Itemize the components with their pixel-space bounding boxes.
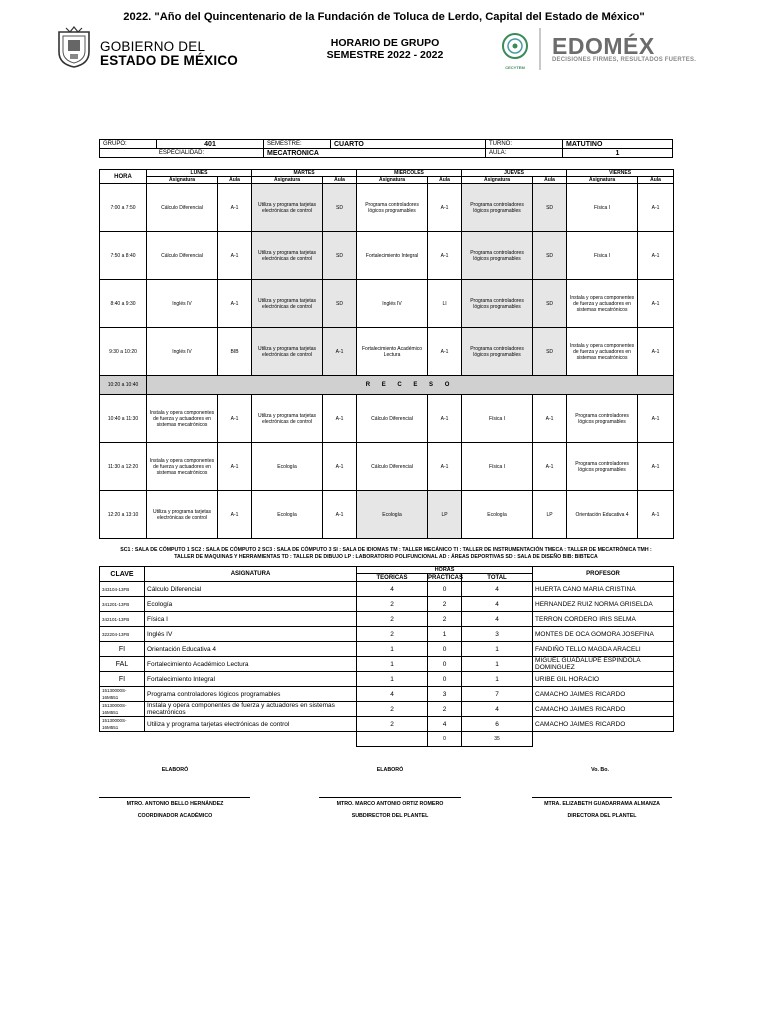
class-room: A-1 bbox=[638, 232, 674, 280]
day-header: VIERNES bbox=[567, 170, 674, 177]
signature-title: DIRECTORA DEL PLANTEL bbox=[567, 813, 637, 819]
subject-total: 7 bbox=[462, 687, 533, 702]
semestre-value: CUARTO bbox=[331, 140, 486, 149]
signature-line bbox=[99, 797, 250, 798]
class-room: A-1 bbox=[638, 395, 674, 443]
class-subject: Ecología bbox=[252, 491, 323, 539]
asignatura-subheader: Asignatura bbox=[252, 177, 323, 184]
class-subject: Programa controladores lógicos programables bbox=[462, 328, 533, 376]
subject-row bbox=[100, 582, 674, 597]
subject-name: Fortalecimiento Académico Lectura bbox=[145, 657, 357, 672]
asignatura-subheader: Asignatura bbox=[147, 177, 218, 184]
subject-total: 6 bbox=[462, 717, 533, 732]
subject-total: 4 bbox=[462, 612, 533, 627]
class-room: A-1 bbox=[428, 328, 462, 376]
subject-clave: 15130000S-16M551 bbox=[100, 687, 145, 702]
class-room: A-1 bbox=[323, 443, 357, 491]
gobierno-logo bbox=[56, 26, 246, 70]
aula-subheader: Aula bbox=[428, 177, 462, 184]
coat-of-arms-icon bbox=[56, 26, 92, 68]
class-subject: Ecología bbox=[252, 443, 323, 491]
class-room: A-1 bbox=[218, 491, 252, 539]
signature-name: MTRA. ELIZABETH GUADARRAMA ALMANZA bbox=[544, 801, 660, 807]
cecytem-text: CECYTEM bbox=[505, 65, 525, 70]
subject-row bbox=[100, 612, 674, 627]
subject-profesor: URIBE GIL HORACIO bbox=[533, 672, 674, 687]
banner-text: 2022. "Año del Quincentenario de la Fundación de Toluca de Lerdo, Capital del Estado de México" bbox=[123, 11, 645, 23]
cecytem-icon bbox=[500, 32, 530, 60]
class-room: SD bbox=[533, 328, 567, 376]
class-room: A-1 bbox=[638, 184, 674, 232]
class-room: A-1 bbox=[323, 328, 357, 376]
class-room: A-1 bbox=[533, 443, 567, 491]
class-subject: Fortalecimiento Integral bbox=[357, 232, 428, 280]
group-info-table bbox=[99, 139, 673, 158]
class-room: A-1 bbox=[218, 184, 252, 232]
subject-profesor: FANDIÑO TELLO MAGDA ARACELI bbox=[533, 642, 674, 657]
room-legend bbox=[99, 547, 673, 561]
subject-profesor: MONTES DE OCA GOMORA JOSEFINA bbox=[533, 627, 674, 642]
subject-row bbox=[100, 657, 674, 672]
signature-name: MTRO. ANTONIO BELLO HERNÁNDEZ bbox=[126, 801, 224, 807]
sum-practicas: 0 bbox=[428, 732, 462, 747]
class-room: BIB bbox=[218, 328, 252, 376]
especialidad-value: MECATRÓNICA bbox=[264, 149, 486, 158]
signature-title: COORDINADOR ACADÉMICO bbox=[137, 813, 213, 819]
subject-practicas: 2 bbox=[428, 612, 462, 627]
especialidad-label: ESPECIALIDAD: bbox=[100, 149, 264, 158]
subject-teoricas: 2 bbox=[357, 597, 428, 612]
class-subject: Ecología bbox=[357, 491, 428, 539]
subject-practicas: 4 bbox=[428, 717, 462, 732]
class-subject: Orientación Educativa 4 bbox=[567, 491, 638, 539]
class-subject: Programa controladores lógicos programables bbox=[567, 395, 638, 443]
subject-profesor: CAMACHO JAIMES RICARDO bbox=[533, 702, 674, 717]
receso-time: 10:20 a 10:40 bbox=[100, 376, 147, 395]
class-room: A-1 bbox=[533, 395, 567, 443]
gobierno-line1: GOBIERNO DEL bbox=[100, 39, 206, 54]
subject-clave: FI bbox=[100, 642, 145, 657]
subject-row bbox=[100, 702, 674, 717]
legend-line1: SC1 : SALA DE CÓMPUTO 1 SC2 : SALA DE CÓMPUTO 2 SC3 : SALA DE CÓMPUTO 3 SI : SALA DE IDIOMAS TM : TALLER MECÁNICO TI : TALLER DE INSTRUMENTACIÓN TMECA : TALLER DE MECATRÓNICA TMH : bbox=[120, 547, 652, 553]
class-subject: Física I bbox=[462, 443, 533, 491]
receso-label: R E C E S O bbox=[147, 376, 674, 395]
time-slot: 7:00 a 7:50 bbox=[100, 184, 147, 232]
class-room: SD bbox=[533, 184, 567, 232]
subject-clave: 341201-13FB bbox=[100, 597, 145, 612]
signature-line bbox=[532, 797, 672, 798]
class-subject: Programa controladores lógicos programables bbox=[462, 184, 533, 232]
subjects-table bbox=[99, 566, 674, 747]
class-room: A-1 bbox=[428, 184, 462, 232]
class-room: A-1 bbox=[218, 232, 252, 280]
class-subject: Utiliza y programa tarjetas electrónicas de control bbox=[252, 395, 323, 443]
subject-profesor: CAMACHO JAIMES RICARDO bbox=[533, 687, 674, 702]
class-subject: Cálculo Diferencial bbox=[357, 395, 428, 443]
subject-name: Inglés IV bbox=[145, 627, 357, 642]
time-slot: 7:50 a 8:40 bbox=[100, 232, 147, 280]
schedule-row bbox=[100, 395, 674, 443]
subject-teoricas: 1 bbox=[357, 642, 428, 657]
subject-profesor: HUERTA CANO MARIA CRISTINA bbox=[533, 582, 674, 597]
class-subject: Inglés IV bbox=[147, 280, 218, 328]
class-room: SD bbox=[323, 232, 357, 280]
subject-practicas: 3 bbox=[428, 687, 462, 702]
class-subject: Física I bbox=[462, 395, 533, 443]
class-subject: Programa controladores lógicos programables bbox=[462, 280, 533, 328]
schedule-row bbox=[100, 232, 674, 280]
schedule-row bbox=[100, 491, 674, 539]
class-room: A-1 bbox=[218, 443, 252, 491]
day-header: LUNES bbox=[147, 170, 252, 177]
class-subject: Programa controladores lógicos programables bbox=[357, 184, 428, 232]
day-header: JUEVES bbox=[462, 170, 567, 177]
class-subject: Inglés IV bbox=[357, 280, 428, 328]
subject-row bbox=[100, 687, 674, 702]
edomex-tagline: DECISIONES FIRMES, RESULTADOS FUERTES. bbox=[552, 57, 697, 63]
class-subject: Utiliza y programa tarjetas electrónicas de control bbox=[252, 232, 323, 280]
subject-name: Ecología bbox=[145, 597, 357, 612]
semestre-label: SEMESTRE: bbox=[264, 140, 331, 149]
subject-practicas: 1 bbox=[428, 627, 462, 642]
title-line1: HORARIO DE GRUPO bbox=[330, 37, 440, 49]
signature-role: Vo. Bo. bbox=[591, 767, 609, 773]
class-room: A-1 bbox=[638, 328, 674, 376]
class-room: A-1 bbox=[218, 280, 252, 328]
gobierno-line2: ESTADO DE MÉXICO bbox=[100, 53, 238, 68]
class-subject: Ecología bbox=[462, 491, 533, 539]
subject-profesor: HERNANDEZ RUIZ NORMA GRISELDA bbox=[533, 597, 674, 612]
class-room: LP bbox=[428, 491, 462, 539]
subject-profesor: TERRON CORDERO IRIS SELMA bbox=[533, 612, 674, 627]
asignatura-subheader: Asignatura bbox=[567, 177, 638, 184]
asignatura-header: ASIGNATURA bbox=[145, 567, 357, 582]
class-room: SD bbox=[323, 184, 357, 232]
time-slot: 10:40 a 11:30 bbox=[100, 395, 147, 443]
receso-row bbox=[100, 376, 674, 395]
aula-subheader: Aula bbox=[218, 177, 252, 184]
clave-header: CLAVE bbox=[100, 567, 145, 582]
schedule-row bbox=[100, 328, 674, 376]
signature-line bbox=[319, 797, 461, 798]
subject-practicas: 0 bbox=[428, 672, 462, 687]
class-subject: Física I bbox=[567, 232, 638, 280]
logo-separator bbox=[539, 28, 541, 70]
subject-teoricas: 4 bbox=[357, 582, 428, 597]
class-subject: Inglés IV bbox=[147, 328, 218, 376]
grupo-value: 401 bbox=[157, 140, 264, 149]
subject-total: 3 bbox=[462, 627, 533, 642]
subject-teoricas: 4 bbox=[357, 687, 428, 702]
subject-name: Orientación Educativa 4 bbox=[145, 642, 357, 657]
subject-practicas: 0 bbox=[428, 642, 462, 657]
horas-header: HORAS bbox=[357, 567, 533, 574]
class-room: A-1 bbox=[638, 280, 674, 328]
class-subject: Cálculo Diferencial bbox=[357, 443, 428, 491]
subject-profesor: MIGUEL GUADALUPE ESPINDOLA DOMINGUEZ bbox=[533, 657, 674, 672]
legend-line2: TALLER DE MAQUINAS Y HERRAMIENTAS TD : TALLER DE DIBUJO LP : LABORATORIO POLIFUNCIONAL AD : ÁREAS DEPORTIVAS SD : SALA DE DISEÑO BIB: BIBTECA bbox=[174, 554, 598, 560]
time-slot: 8:40 a 9:30 bbox=[100, 280, 147, 328]
subject-name: Cálculo Diferencial bbox=[145, 582, 357, 597]
schedule-row bbox=[100, 280, 674, 328]
class-subject: Instala y opera componentes de fuerza y actuadores en sistemas mecatrónicos bbox=[147, 443, 218, 491]
aula-subheader: Aula bbox=[323, 177, 357, 184]
signature-title: SUBDIRECTOR DEL PLANTEL bbox=[351, 813, 429, 819]
subject-teoricas: 2 bbox=[357, 717, 428, 732]
class-subject: Instala y opera componentes de fuerza y actuadores en sistemas mecatrónicos bbox=[567, 280, 638, 328]
class-subject: Cálculo Diferencial bbox=[147, 184, 218, 232]
subject-teoricas: 2 bbox=[357, 627, 428, 642]
class-subject: Utiliza y programa tarjetas electrónicas de control bbox=[252, 328, 323, 376]
class-room: A-1 bbox=[428, 443, 462, 491]
teoricas-header: TEÓRICAS bbox=[357, 574, 428, 582]
class-subject: Fortalecimiento Académico Lectura bbox=[357, 328, 428, 376]
subject-teoricas: 2 bbox=[357, 702, 428, 717]
class-room: A-1 bbox=[428, 232, 462, 280]
subject-row bbox=[100, 717, 674, 732]
subject-profesor: CAMACHO JAIMES RICARDO bbox=[533, 717, 674, 732]
class-room: LP bbox=[533, 491, 567, 539]
subject-clave: 343104-13FB bbox=[100, 582, 145, 597]
class-room: SD bbox=[323, 280, 357, 328]
signature-role: ELABORÓ bbox=[161, 767, 189, 773]
subject-clave: FAL bbox=[100, 657, 145, 672]
aula-value: 1 bbox=[563, 149, 673, 158]
totals-row bbox=[100, 732, 674, 747]
class-room: A-1 bbox=[638, 491, 674, 539]
subject-total: 1 bbox=[462, 657, 533, 672]
aula-subheader: Aula bbox=[533, 177, 567, 184]
subject-practicas: 0 bbox=[428, 582, 462, 597]
subject-practicas: 2 bbox=[428, 597, 462, 612]
subject-total: 4 bbox=[462, 702, 533, 717]
subject-teoricas: 1 bbox=[357, 657, 428, 672]
class-room: A-1 bbox=[323, 491, 357, 539]
class-subject: Utiliza y programa tarjetas electrónicas de control bbox=[252, 280, 323, 328]
subject-clave: 322204-13FB bbox=[100, 627, 145, 642]
hora-header: HORA bbox=[100, 170, 147, 184]
turno-value: MATUTINO bbox=[563, 140, 673, 149]
asignatura-subheader: Asignatura bbox=[357, 177, 428, 184]
signature-name: MTRO. MARCO ANTONIO ORTIZ ROMERO bbox=[336, 801, 444, 807]
class-room: SD bbox=[533, 280, 567, 328]
schedule-row bbox=[100, 443, 674, 491]
subject-clave: 15130000S-16M551 bbox=[100, 717, 145, 732]
grupo-label: GRUPO: bbox=[100, 140, 157, 149]
time-slot: 12:20 a 13:10 bbox=[100, 491, 147, 539]
subject-name: Utiliza y programa tarjetas electrónicas de control bbox=[145, 717, 357, 732]
subject-practicas: 2 bbox=[428, 702, 462, 717]
subject-name: Programa controladores lógicos programables bbox=[145, 687, 357, 702]
time-slot: 9:30 a 10:20 bbox=[100, 328, 147, 376]
turno-label: TURNO: bbox=[486, 140, 563, 149]
schedule-row bbox=[100, 184, 674, 232]
total-header: TOTAL bbox=[462, 574, 533, 582]
day-header: MARTES bbox=[252, 170, 357, 177]
class-subject: Programa controladores lógicos programables bbox=[462, 232, 533, 280]
subject-name: Física I bbox=[145, 612, 357, 627]
subject-row bbox=[100, 642, 674, 657]
class-subject: Instala y opera componentes de fuerza y actuadores en sistemas mecatrónicos bbox=[567, 328, 638, 376]
document-title bbox=[300, 37, 470, 61]
aula-subheader: Aula bbox=[638, 177, 674, 184]
title-line2: SEMESTRE 2022 - 2022 bbox=[326, 49, 444, 61]
profesor-header: PROFESOR bbox=[533, 567, 674, 582]
class-room: A-1 bbox=[323, 395, 357, 443]
subject-clave: 15130000S-16M551 bbox=[100, 702, 145, 717]
class-subject: Instala y opera componentes de fuerza y actuadores en sistemas mecatrónicos bbox=[147, 395, 218, 443]
subject-clave: FI bbox=[100, 672, 145, 687]
subject-name: Fortalecimiento Integral bbox=[145, 672, 357, 687]
class-subject: Programa controladores lógicos programables bbox=[567, 443, 638, 491]
asignatura-subheader: Asignatura bbox=[462, 177, 533, 184]
subject-teoricas: 2 bbox=[357, 612, 428, 627]
subject-total: 1 bbox=[462, 642, 533, 657]
subject-total: 1 bbox=[462, 672, 533, 687]
subject-name: Instala y opera componentes de fuerza y actuadores en sistemas mecatrónicos bbox=[145, 702, 357, 717]
signature-role: ELABORÓ bbox=[376, 767, 404, 773]
subject-total: 4 bbox=[462, 582, 533, 597]
subject-row bbox=[100, 597, 674, 612]
class-subject: Utiliza y programa tarjetas electrónicas de control bbox=[147, 491, 218, 539]
class-subject: Utiliza y programa tarjetas electrónicas de control bbox=[252, 184, 323, 232]
time-slot: 11:30 a 12:20 bbox=[100, 443, 147, 491]
class-room: A-1 bbox=[428, 395, 462, 443]
day-header: MIERCOLES bbox=[357, 170, 462, 177]
schedule-table bbox=[99, 169, 674, 539]
class-room: A-1 bbox=[218, 395, 252, 443]
subject-row bbox=[100, 672, 674, 687]
class-subject: Física I bbox=[567, 184, 638, 232]
practicas-header: PRÁCTICAS bbox=[428, 574, 464, 581]
aula-label: AULA: bbox=[486, 149, 563, 158]
class-room: SD bbox=[533, 232, 567, 280]
subject-clave: 342101-13FB bbox=[100, 612, 145, 627]
subject-total: 4 bbox=[462, 597, 533, 612]
class-room: LI bbox=[428, 280, 462, 328]
class-room: A-1 bbox=[638, 443, 674, 491]
subject-teoricas: 1 bbox=[357, 672, 428, 687]
cecytem-logo bbox=[500, 32, 530, 68]
edomex-logo: EDOMÉX bbox=[552, 33, 655, 59]
sum-total: 35 bbox=[462, 732, 533, 747]
subject-row bbox=[100, 627, 674, 642]
subject-practicas: 0 bbox=[428, 657, 462, 672]
class-subject: Cálculo Diferencial bbox=[147, 232, 218, 280]
